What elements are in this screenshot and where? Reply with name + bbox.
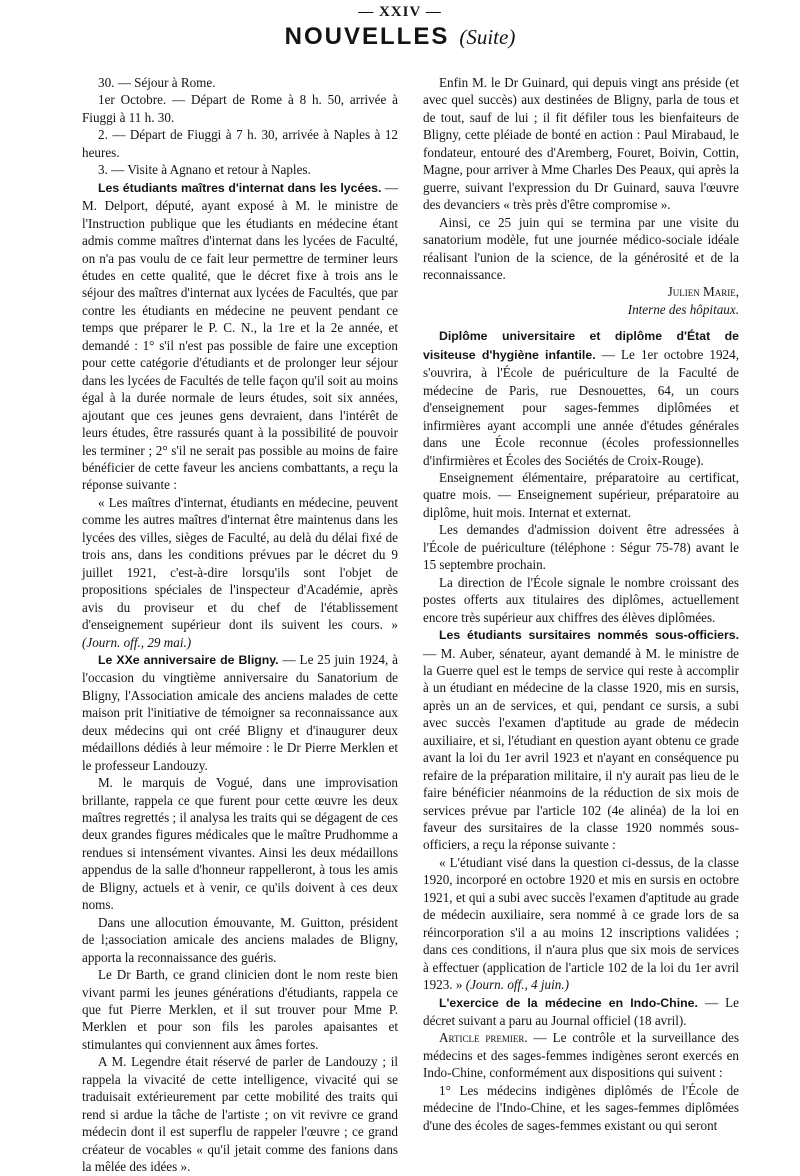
source-reference: (Journ. off., 4 juin.) <box>465 977 570 993</box>
article-text: — Le 1er octobre 1924, s'ouvrira, à l'École de puériculture de la Faculté de médecine de Paris, rue Desnouettes, 64, un cours d'enseignement pour sages-femmes diplômées et infirmières ayant accompli une année d'études générales dans une École reconnue (écoles professionnelles d'infirmières et Écoles des Sociétés de Croix-Rouge). <box>423 346 739 468</box>
signature-role: Interne des hôpitaux. <box>627 301 739 317</box>
source-reference: (Journ. off., 29 mai.) <box>82 634 192 650</box>
article-title: Diplôme universitaire et diplôme d'État de visiteuse d'hygiène infantile. <box>423 329 739 362</box>
paragraph: Dans une allocution émouvante, M. Guitton, président de l;association amicale des anciens malades de Bligny, apporta la reconnaissance des guéris. <box>82 914 398 965</box>
article-label: Article premier. <box>439 1030 528 1046</box>
page-heading <box>0 23 800 51</box>
paragraph: La direction de l'École signale le nombre croissant des postes offerts aux titulaires des diplômes, actuellement encore très supérieur aux chiffres des élèves diplômées. <box>423 574 739 625</box>
article-text: — M. Auber, sénateur, ayant demandé à M. le ministre de la Guerre quel est le temps de service qui reste à accomplir à un étudiant en médecine de la classe 1920, mis en sursis, après un an de services, et qui, pendant ce sursis, a subi avec succès l'examen d'aptitude au grade de médecin auxiliaire, et si, l'étudiant en question ayant obtenu ce grade avant la loi du 1er avril 1923 et n'ayant en conséquence pu refaire de la préparation militaire, il n'y aurait pas lieu de le faire bénéficier néanmoins de la réduction de six mois de services prévue par l'article 102 (4e alinéa) de la loi en faveur des sursitaires de la classe 1920 nommés sous-officiers, a reçu la réponse suivante : <box>423 645 739 853</box>
article-text: — Le contrôle et la surveillance des médecins et des sages-femmes indigènes seront exercés en Indo-Chine, conformément aux dispositions qui suivent : <box>423 1030 739 1081</box>
right-column <box>423 74 739 1136</box>
paragraph: A M. Legendre était réservé de parler de Landouzy ; il rappela la vivacité de cette intelligence, vivacité qui se traduisait extérieurement par cette mobilité des traits qui rend si ardue la tâche de l'artiste ; on vit revivre ce grand médecin dont il est superflu de rappeler l'œuvre ; ce grand créateur de vocables « qu'il jetait comme des fanions dans la mêlée des idées ». <box>82 1054 398 1175</box>
article-title: Les étudiants maîtres d'internat dans les lycées. <box>98 180 382 195</box>
article-title: L'exercice de la médecine en Indo-Chine. <box>439 995 698 1010</box>
paragraph: Enfin M. le Dr Guinard, qui depuis vingt ans préside (et avec quel succès) aux destinées de Bligny, parla de tous et de tout, sauf de lui ; il fit défiler tous les bienfaiteurs de Bligny, cette pléiade de bonté en action : Paul Mirabaud, le fondateur, entouré des d'Aremberg, Fouret, Boivin, Cottin, Magne, pour arriver à Mme Charles Des Peaux, qui après la guerre, suivant l'expression du Dr Guinard, sauva l'œuvre des devanciers « très près d'être compromise ». <box>423 75 739 213</box>
paragraph: 1° Les médecins indigènes diplômés de l'École de médecine de l'Indo-Chine, et les sages-femmes diplômées d'une des écoles de sages-femmes existant ou qui seront <box>423 1082 739 1133</box>
paragraph: Enseignement élémentaire, préparatoire au certificat, quatre mois. — Enseignement supérieur, préparatoire au diplôme, huit mois. Internat et externat. <box>423 469 739 520</box>
itinerary-line: 1er Octobre. — Départ de Rome à 8 h. 50, arrivée à Fiuggi à 11 h. 30. <box>82 92 398 125</box>
article-bligny <box>82 651 398 774</box>
article-title: Le XXe anniversaire de Bligny. <box>98 652 279 667</box>
itinerary-line: 3. — Visite à Agnano et retour à Naples. <box>98 162 311 178</box>
itinerary-line: 30. — Séjour à Rome. <box>98 75 216 90</box>
quote-text: « Les maîtres d'internat, étudiants en médecine, peuvent comme les autres maîtres d'internat être maintenus dans les lycées des villes, sièges de Faculté, au delà du délai fixé de trois ans, dans les conditions prévues par le décret du 9 juillet 1921, c'est-à-dire lorsqu'ils sont l'objet de propositions spéciales de l'inspecteur d'Académie, après avis du proviseur et du chef de l'établissement d'enseignement supérieur dont ils suivent les cours. » <box>82 494 398 633</box>
article-text: — M. Delport, député, ayant exposé à M. le ministre de l'Instruction publique que les étudiants en médecine étant admis comme maîtres d'internat dans les lycées de Faculté, on n'a pas voulu de ce fait leur permettre de terminer leurs études en cette qualité, que le décret fixe à trois ans le séjour des maîtres d'internat aux lycées de Facultés, que par contre les étudiants en médecine ne peuvent pendant ce temps que préparer le P. C. N., la 1re et la 2e année, et demandé : 1° s'il n'est pas possible de faire une exception pour cette catégorie d'étudiants et de prolonger leur séjour dans les lycées de Facultés de telle façon qu'il soit au moins égal à la durée normale de leurs études, soit six années, ajoutant que ces jeunes gens devraient, dans l'intérêt de leurs études, être rassurés quant à la possibilité de pouvoir les terminer ; 2° s'il ne serait pas possible au moins de faire bénéficier de cette faveur les anciens combattants, a reçu la réponse suivante : <box>82 179 398 493</box>
itinerary-line: 2. — Départ de Fiuggi à 7 h. 30, arrivée à Naples à 12 heures. <box>82 127 398 160</box>
article-indochine <box>423 994 739 1030</box>
article-internat <box>82 179 398 494</box>
quote-paragraph <box>423 854 739 994</box>
article-sursitaires <box>423 626 739 854</box>
paragraph: Le Dr Barth, ce grand clinicien dont le nom reste bien vivant parmi les jeunes générations d'étudiants, rappela ce que fut Pierre Merklen, et il sut trouver pour Mme P. Merklen et pour son fils les paroles apaisantes et stimulantes qui conviennent aux âmes fortes. <box>82 967 398 1052</box>
quote-text: « L'étudiant visé dans la question ci-dessus, de la classe 1920, incorporé en octobre 1920 et mis en sursis en octobre 1921, et qui a subi avec succès l'examen d'aptitude au grade de médecin auxiliaire, sera nommé à ce grade lors de sa réincorporation s'il a au moins 12 inscriptions validées ; dans ces conditions, il n'aura plus que six mois de services à effectuer (application de l'article 102 de la loi du 1er avril 1923. » <box>423 854 739 993</box>
section-title-suffix: (Suite) <box>459 25 516 49</box>
paragraph: M. le marquis de Vogué, dans une improvisation brillante, rappela ce que furent pour cette œuvre les deux maîtres regrettés ; il analysa les traits qui se dégagent de ces deux grandes figures médicales que le maître Prudhomme a rendues si intensément vivantes. Ainsi les deux médaillons appendus de la salle d'honneur rappelleront, à tous les amis de Bligny, actuels et à venir, ce qu'ils doivent à ces deux noms. <box>82 775 398 913</box>
article-text: — Le 25 juin 1924, à l'occasion du vingtième anniversaire du Sanatorium de Bligny, l'Association amicale des anciens malades de cette maison prit l'initiative de témoigner sa reconnaissance aux deux médecins qui ont créé Bligny et d'inaugurer deux médaillons dédiés à leur mémoire : le Dr Pierre Merklen et le professeur Landouzy. <box>82 651 398 773</box>
paragraph: Les demandes d'admission doivent être adressées à l'École de puériculture (téléphone : Ségur 75-78) avant le 15 septembre prochain. <box>423 522 739 573</box>
page-number: — XXIV — <box>358 4 442 20</box>
article-paragraph <box>423 1029 739 1081</box>
article-title: Les étudiants sursitaires nommés sous-officiers. <box>439 628 739 643</box>
quote-paragraph <box>82 494 398 651</box>
section-title: NOUVELLES <box>284 23 450 50</box>
signature-name: Julien Marie, <box>667 284 739 300</box>
left-column <box>82 74 398 1175</box>
paragraph: Ainsi, ce 25 juin qui se termina par une visite du sanatorium modèle, fut une journée médico-sociale idéale réalisant l'union de la science, de la générosité et de la reconnaissance. <box>423 214 739 282</box>
article-text: — Le décret suivant a paru au Journal officiel (18 avril). <box>423 994 740 1029</box>
article-diplome <box>423 327 739 469</box>
signature <box>423 283 739 318</box>
